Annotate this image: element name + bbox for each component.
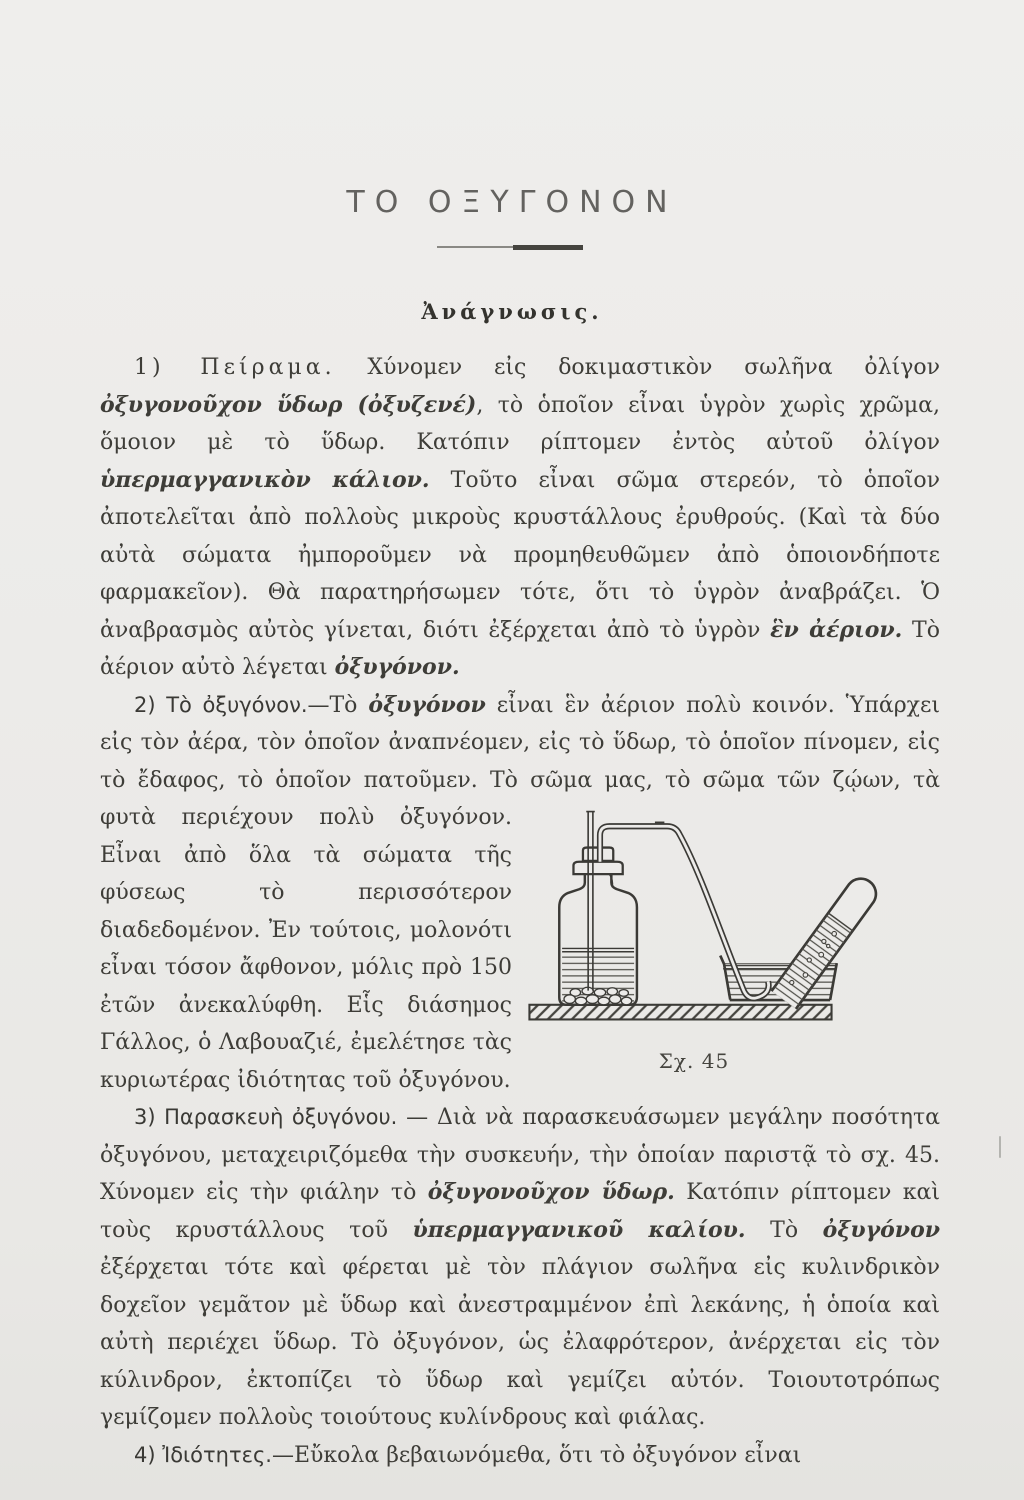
text-segment: Τοῦτο εἶναι σῶμα στερεόν, τὸ ὁποῖον ἀποτελεῖται ἀπὸ πολλοὺς μικροὺς κρυστάλλους ἐρυθρούς. (Καὶ τὰ δύο αὐτὰ σώματα ἠμποροῦμεν νὰ προμηθευθῶμεν ἀπὸ ὁποιονδήποτε φαρμακεῖον). Θὰ παρατηρήσωμεν τότε, ὅτι τὸ ὑγρὸν ἀναβράζει. Ὁ ἀναβρασμὸς αὐτὸς γίνεται, διότι ἐξέρχεται ἀπὸ τὸ ὑγρὸν	[100, 467, 940, 643]
paragraph-heading: 4) Ἰδιότητες.	[134, 1442, 272, 1467]
emphasis-segment: ἓν ἀέριον.	[770, 616, 903, 643]
paragraph-lead: 1) Πείραμα.	[134, 355, 336, 380]
text-segment: Τὸ	[745, 1217, 823, 1243]
figure-apparatus	[528, 804, 940, 1081]
text-segment: —Εὔκολα βεβαιωνόμεθα, ὅτι τὸ ὀξυγόνον εἶναι	[271, 1442, 802, 1468]
paragraph-2	[100, 687, 940, 1100]
scan-scratch-mark	[999, 1136, 1001, 1158]
title-rule	[437, 243, 583, 251]
paragraph-4	[100, 1437, 940, 1475]
emphasis-segment: ὀξυγόνον	[368, 691, 486, 718]
text-segment: —Τὸ	[307, 692, 369, 718]
text-segment: εἶναι ἓν ἀέριον πολὺ κοινόν. Ὑπάρχει εἰς τὸν ἀέρα, τὸν ὁποῖον ἀναπνέομεν, εἰς τὸ ὕδωρ, τὸ ὁποῖον πίνομεν, εἰς τὸ ἔδαφος, τὸ ὁποῖον πατοῦμεν. Τὸ σῶμα μας, τὸ σῶμα	[100, 692, 940, 793]
emphasis-segment: ὀξυγόνον.	[334, 654, 460, 680]
emphasis-segment: ὀξυγονοῦχον ὕδωρ.	[427, 1179, 675, 1205]
emphasis-segment: ὀξυγονοῦχον ὕδωρ (ὀξυζενέ)	[100, 391, 477, 418]
text-segment: , τὸ ὁποῖον εἶναι ὑγρὸν χωρὶς χρῶμα, ὅμοιον μὲ τὸ ὕδωρ. Κατόπιν ρίπτομεν ἐντὸς αὐτοῦ ὀλίγον	[100, 392, 940, 455]
paragraph-heading: 2) Τὸ ὀξυγόνον.	[134, 692, 308, 717]
paragraph-heading: 3) Παρασκευὴ ὀξυγόνου.	[134, 1105, 398, 1129]
title-rule-thin-segment	[437, 246, 513, 248]
crystals	[564, 987, 632, 1005]
emphasis-segment: ὑπερμαγγανικοῦ καλίου.	[412, 1216, 746, 1243]
text-segment: Χύνομεν εἰς δοκιμαστικὸν σωλῆνα ὀλίγον	[335, 355, 940, 380]
title-rule-thick-segment	[513, 245, 583, 250]
section-heading: Ἀνάγνωσις.	[421, 299, 603, 324]
paragraph-3	[100, 1099, 940, 1437]
figure-caption: Σχ. 45	[658, 1049, 730, 1074]
emphasis-segment: ὑπερμαγγανικὸν κάλιον.	[100, 466, 430, 493]
text-segment: Κατόπιν ρίπτομεν καὶ τοὺς κρυστάλλους τοῦ	[100, 1180, 941, 1243]
text-segment: Τὸ ἀέριον αὐτὸ λέγεται	[100, 617, 940, 680]
page-title: ΤΟ ΟΞΥΓΟΝΟΝ	[346, 185, 678, 220]
text-segment: — Διὰ νὰ παρασκευάσωμεν μεγάλην ποσότητα ὀξυγόνου, μεταχειριζόμεθα τὴν συσκευήν, τὴν ὁποίαν παριστᾷ τὸ σχ. 45. Χύνομεν εἰς τὴν φιάλην τὸ	[100, 1105, 940, 1205]
emphasis-segment: ὀξυγόνον	[822, 1216, 941, 1243]
paragraph-1	[100, 349, 940, 687]
page-text	[100, 349, 940, 1474]
oxygen-apparatus-drawing	[528, 804, 940, 1036]
base-plank	[529, 1005, 831, 1020]
text-segment: τῶν ζῴων, τὰ φυτὰ περιέχουν πολὺ ὀξυγόνον. Εἶναι ἀπὸ ὅλα τὰ σώματα τῆς φύσεως τὸ περισσότερον διαδεδομένον. Ἐν τούτοις, μολονότι εἶναι τόσον ἄφθονον, μόλις πρὸ 150 ἐτῶν ἀνεκαλύφθη. Εἷς διάσημος Γάλλος, ὁ Λαβουαζιέ, ἐμελέτησε τὰς κυριωτέρας ἰδιότητας τοῦ ὀξυγόνου.	[100, 767, 940, 1093]
text-segment: ἐξέρχεται τότε καὶ φέρεται μὲ τὸν πλάγιον σωλῆνα εἰς κυλινδρικὸν δοχεῖον γεμᾶτον μὲ ὕδωρ καὶ ἀνεστραμμένον ἐπὶ λεκάνης, ἡ ὁποία καὶ αὐτὴ περιέχει ὕδωρ. Τὸ ὀξυγόνον, ὡς ἐλαφρότερον, ἀνέρχεται εἰς τὸν κύλινδρον, ἐκτοπίζει τὸ ὕδωρ καὶ γεμίζει αὐτόν. Τοιουτοτρόπως γεμίζομεν πολλοὺς τοιούτους κυλίνδρους καὶ φιάλας.	[100, 1255, 940, 1430]
